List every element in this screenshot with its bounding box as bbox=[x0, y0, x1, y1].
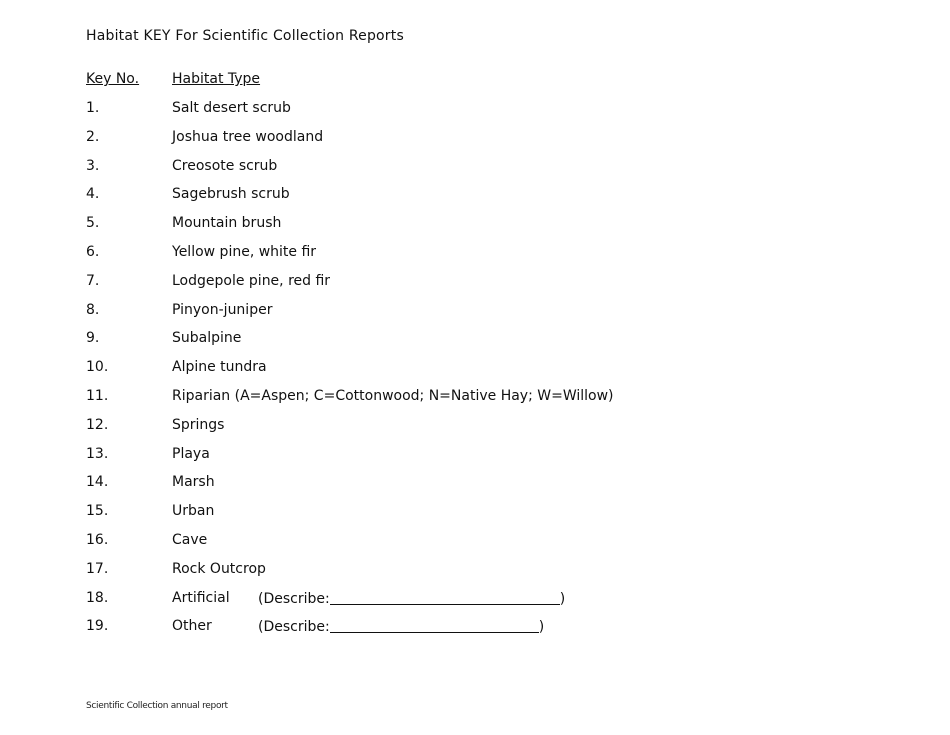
habitat-type: Springs bbox=[172, 416, 225, 433]
habitat-row bbox=[86, 561, 886, 590]
key-number: 10. bbox=[86, 359, 109, 376]
habitat-type: Joshua tree woodland bbox=[172, 128, 324, 145]
key-number: 19. bbox=[86, 618, 109, 635]
habitat-row bbox=[86, 359, 886, 388]
habitat-row bbox=[86, 474, 886, 503]
habitat-row bbox=[86, 129, 886, 158]
habitat-type: Artificial bbox=[172, 589, 230, 606]
describe-close: ) bbox=[538, 619, 545, 636]
key-number: 8. bbox=[86, 301, 100, 318]
habitat-type: Cave bbox=[172, 531, 208, 548]
key-number: 12. bbox=[86, 416, 109, 433]
habitat-type: Other bbox=[172, 618, 212, 635]
key-number: 3. bbox=[86, 157, 100, 174]
habitat-type: Playa bbox=[172, 445, 210, 462]
key-number: 5. bbox=[86, 215, 100, 232]
key-number: 4. bbox=[86, 186, 100, 203]
habitat-row bbox=[86, 158, 886, 187]
key-no-header: Key No. bbox=[86, 71, 140, 87]
habitat-row bbox=[86, 273, 886, 302]
describe-label: (Describe: bbox=[258, 619, 330, 636]
key-number: 17. bbox=[86, 560, 109, 577]
habitat-row bbox=[86, 532, 886, 561]
habitat-row bbox=[86, 388, 886, 417]
habitat-row bbox=[86, 302, 886, 331]
habitat-type: Lodgepole pine, red fir bbox=[172, 272, 331, 289]
habitat-row-artificial bbox=[86, 590, 886, 619]
key-number: 1. bbox=[86, 100, 100, 116]
habitat-row bbox=[86, 215, 886, 244]
habitat-row bbox=[86, 244, 886, 273]
describe-blank-line[interactable] bbox=[330, 618, 539, 633]
key-number: 11. bbox=[86, 387, 109, 404]
habitat-list bbox=[86, 100, 886, 647]
habitat-type: Salt desert scrub bbox=[172, 100, 291, 116]
key-number: 9. bbox=[86, 330, 100, 347]
key-number: 15. bbox=[86, 503, 109, 520]
habitat-type: Riparian (A=Aspen; C=Cottonwood; N=Native Hay; W=Willow) bbox=[172, 387, 614, 404]
habitat-type: Pinyon-juniper bbox=[172, 301, 273, 318]
describe-blank-line[interactable] bbox=[330, 590, 560, 605]
key-number: 13. bbox=[86, 445, 109, 462]
key-number: 14. bbox=[86, 474, 109, 491]
describe-field bbox=[258, 590, 565, 607]
habitat-type: Sagebrush scrub bbox=[172, 186, 290, 203]
habitat-row-other bbox=[86, 618, 886, 647]
key-number: 6. bbox=[86, 243, 100, 260]
page-footer: Scientific Collection annual report bbox=[86, 701, 228, 711]
key-number: 16. bbox=[86, 531, 109, 548]
habitat-type: Urban bbox=[172, 503, 215, 520]
key-number: 7. bbox=[86, 272, 100, 289]
habitat-row bbox=[86, 446, 886, 475]
habitat-type: Yellow pine, white fir bbox=[172, 243, 317, 260]
habitat-type: Mountain brush bbox=[172, 215, 282, 232]
habitat-type: Marsh bbox=[172, 474, 215, 491]
describe-close: ) bbox=[559, 590, 566, 607]
habitat-type: Subalpine bbox=[172, 330, 242, 347]
document-title: Habitat KEY For Scientific Collection Reports bbox=[86, 28, 404, 44]
describe-field bbox=[258, 618, 544, 635]
describe-label: (Describe: bbox=[258, 590, 330, 607]
habitat-type: Rock Outcrop bbox=[172, 560, 266, 577]
habitat-row bbox=[86, 330, 886, 359]
habitat-row bbox=[86, 186, 886, 215]
habitat-row bbox=[86, 100, 886, 129]
key-number: 18. bbox=[86, 589, 109, 606]
habitat-type: Creosote scrub bbox=[172, 157, 278, 174]
key-number: 2. bbox=[86, 128, 100, 145]
habitat-type-header: Habitat Type bbox=[172, 71, 261, 87]
habitat-type: Alpine tundra bbox=[172, 359, 267, 376]
habitat-row bbox=[86, 503, 886, 532]
habitat-row bbox=[86, 417, 886, 446]
